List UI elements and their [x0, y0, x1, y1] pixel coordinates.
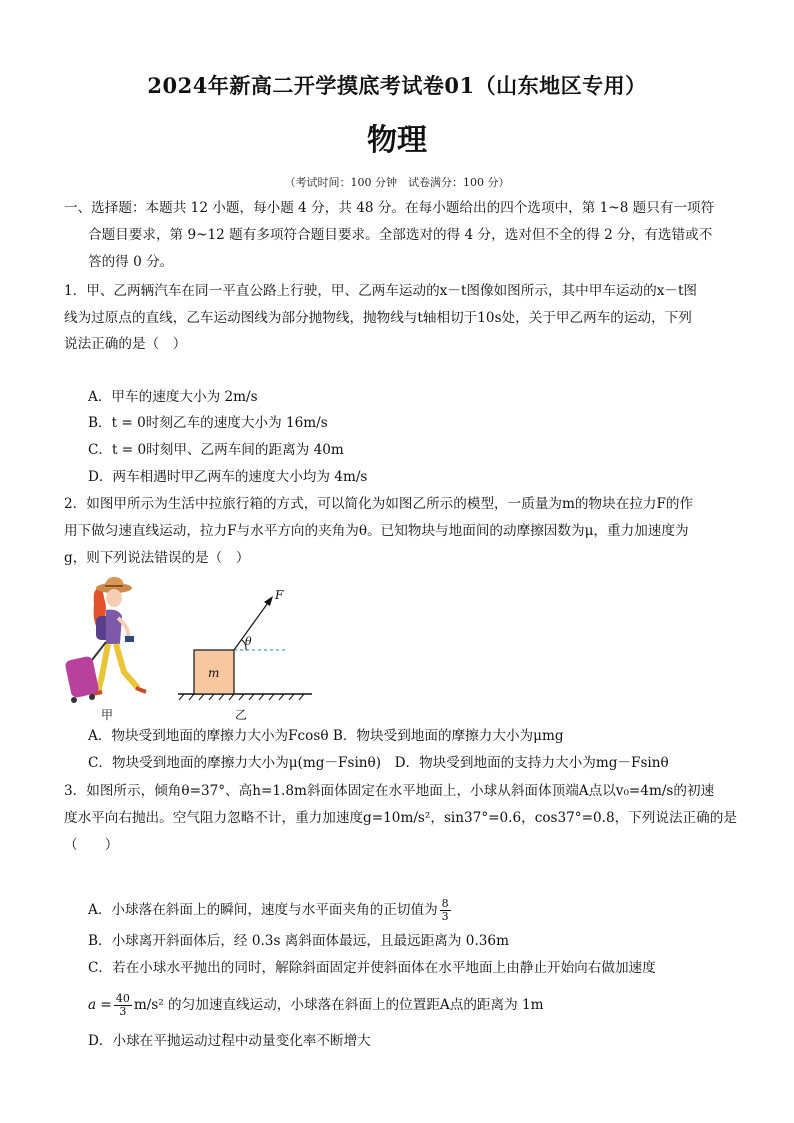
q1-option-b: B．t = 0时刻乙车的速度大小为 16m/s: [88, 415, 328, 431]
q2-options-ab: A．物块受到地面的摩擦力大小为Fcosθ B．物块受到地面的摩擦力大小为μmg: [88, 728, 564, 744]
q1-option-c: C．t = 0时刻甲、乙两车间的距离为 40m: [88, 442, 344, 458]
exam-info: （考试时间：100 分钟 试卷满分：100 分）: [284, 176, 510, 189]
q2-stem-line2: 用下做匀速直线运动，拉力F与水平方向的夹角为θ。已知物块与地面间的动摩擦因数为μ，重力加速度为: [64, 523, 689, 539]
q3-option-b: B．小球离开斜面体后，经 0.3s 离斜面体最远，且最远距离为 0.36m: [88, 933, 509, 949]
force-arrow: [234, 600, 270, 650]
section-instructions-line2: 合题目要求，第 9~12 题有多项符合题目要求。全部选对的得 4 分，选对但不全的得 2 分，有选错或不: [88, 227, 713, 243]
q3-option-c-line2-text: m/s² 的匀加速直线运动，小球落在斜面上的位置距A点的距离为 1m: [133, 997, 544, 1013]
q3-option-d: D．小球在平抛运动过程中动量变化率不断增大: [88, 1033, 371, 1049]
traveler-illustration: [62, 576, 162, 706]
q3-option-a-text: A．小球落在斜面上的瞬间，速度与水平面夹角的正切值为: [88, 902, 438, 918]
q3-option-c-line2: [88, 993, 544, 1018]
q3-stem-line1: 3．如图所示，倾角θ=37°、高h=1.8m斜面体固定在水平地面上，小球从斜面体顶端A点以v₀=4m/s的初速: [64, 783, 715, 799]
figure-label-jia: 甲: [101, 708, 114, 722]
q3-stem-line3: （ ）: [64, 837, 119, 853]
q1-stem-line2: 线为过原点的直线，乙车运动图线为部分抛物线，抛物线与t轴相切于10s处，关于甲乙两车的运动，下列: [64, 310, 692, 326]
q1-stem-line3: 说法正确的是（ ）: [64, 336, 187, 352]
acceleration-symbol: a =: [88, 997, 112, 1013]
q2-options-cd: C．物块受到地面的摩擦力大小为μ(mg－Fsinθ) D．物块受到地面的支持力大小为mg－Fsinθ: [88, 755, 669, 771]
force-label: F: [275, 588, 284, 602]
q3-option-a: [88, 898, 453, 923]
q2-stem-line1: 2．如图甲所示为生活中拉旅行箱的方式，可以简化为如图乙所示的模型，一质量为m的物块在拉力F的作: [64, 496, 694, 512]
q1-option-a: A．甲车的速度大小为 2m/s: [88, 389, 258, 405]
figure-label-yi: 乙: [235, 708, 248, 722]
q3-option-a-fraction: $\frac{8}{3}$: [441, 897, 449, 923]
section-instructions-line1: 一、选择题：本题共 12 小题，每小题 4 分，共 48 分。在每小题给出的四个选项中，第 1~8 题只有一项符: [64, 200, 715, 216]
exam-title: 2024年新高二开学摸底考试卷01（山东地区专用）: [147, 73, 647, 98]
mass-label: m: [208, 666, 220, 680]
q2-stem-line3: g，则下列说法错误的是（ ）: [64, 550, 250, 566]
q1-option-d: D．两车相遇时甲乙两车的速度大小均为 4m/s: [88, 469, 368, 485]
q3-stem-line2: 度水平向右抛出。空气阻力忽略不计，重力加速度g=10m/s²，sin37°=0.6，cos37°=0.8，下列说法正确的是: [64, 810, 737, 826]
theta-label: θ: [245, 635, 252, 648]
subject-title: 物理: [367, 123, 427, 158]
q1-stem-line1: 1．甲、乙两辆汽车在同一平直公路上行驶，甲、乙两车运动的x－t图像如图所示，其中甲车运动的x－t图: [64, 283, 698, 299]
q3-option-c-line1: C．若在小球水平抛出的同时，解除斜面固定并使斜面体在水平地面上由静止开始向右做加速度: [88, 960, 656, 976]
section-instructions-line3: 答的得 0 分。: [88, 254, 174, 270]
acceleration-fraction: $\frac{40}{3}$: [115, 992, 130, 1018]
